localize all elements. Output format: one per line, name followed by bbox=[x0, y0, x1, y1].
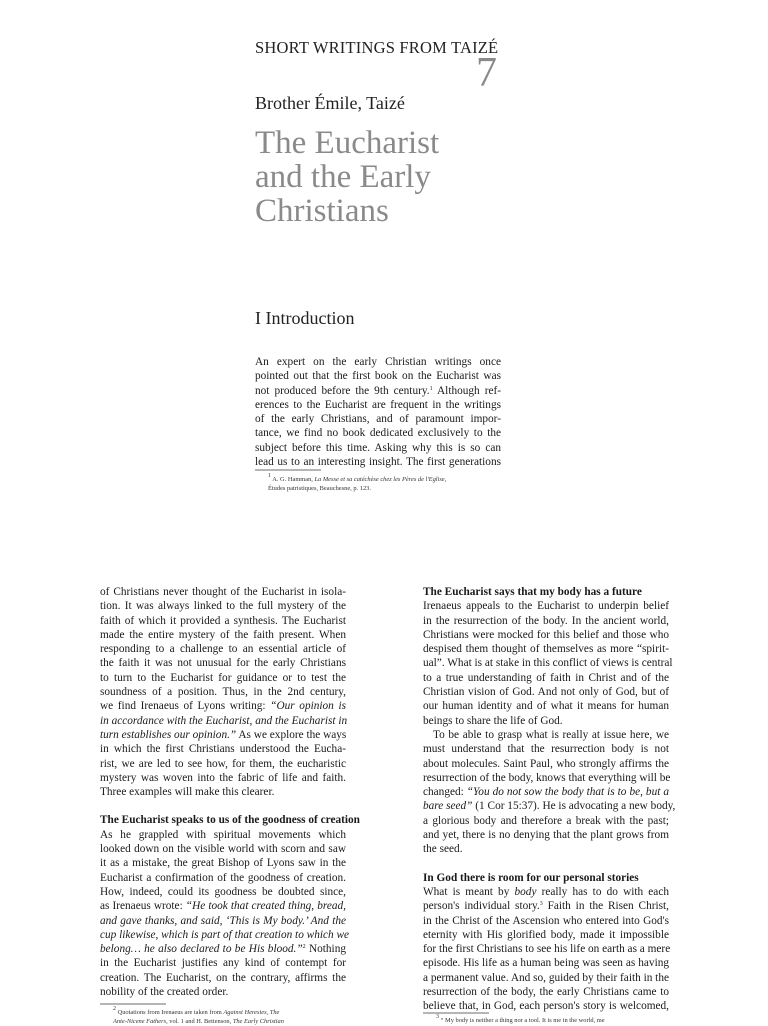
text-line: we find Irenaeus of Lyons writing: “Our opinion is bbox=[100, 700, 346, 713]
text-line: not produced before the 9th century.$^1$ Although ref- bbox=[255, 384, 502, 397]
author-line: Brother Émile, Taizé bbox=[255, 93, 405, 113]
text-line: for the first Christians to see his life on earth as a mere bbox=[423, 943, 671, 956]
text-line: and gave thanks, and said, ‘This is My body.’ And the bbox=[100, 914, 346, 927]
text-line: beings to share the life of God. bbox=[423, 714, 563, 727]
text-line: ual”. What is at stake in this conflict of views is central bbox=[423, 657, 673, 670]
text-line: must understand that the resurrection body is not bbox=[423, 743, 669, 756]
text-line: changed: “You do not sow the body that is to be, but a bbox=[423, 786, 669, 799]
left-column bbox=[100, 585, 360, 999]
text-line: An expert on the early Christian writings once bbox=[255, 356, 501, 368]
text-line: bare seed” (1 Cor 15:37). He is advocating a new body, bbox=[423, 800, 676, 813]
text-line: eternity with His glorified body, made it impossible bbox=[423, 928, 669, 941]
text-line: believe that, in God, each person's story is welcomed, bbox=[423, 1000, 669, 1013]
text-line: episode. His life as a human being was seen as having bbox=[423, 957, 669, 970]
footnote-2: $^2$ Quotations from Irenaeus are taken from Against Heresies, The Ante-Nicene Fathers, vol. 1 and H. Bettenson, The Early Christian bbox=[113, 1006, 284, 1025]
text-line: made the entire mystery of the faith present. When bbox=[100, 628, 346, 641]
text-line: tance, we find no book dedicated exclusively to the bbox=[255, 427, 501, 440]
document-title bbox=[255, 126, 555, 228]
text-line: turn establishes our opinion.” As we explore the ways bbox=[100, 728, 347, 741]
intro-paragraph bbox=[255, 355, 501, 469]
text-line: as Irenaeus wrote: “He took that created thing, bread, bbox=[100, 900, 346, 913]
footnote-ref: 3 bbox=[539, 901, 543, 908]
text-line: and yet, there is no denying that the plant grows from bbox=[423, 829, 669, 842]
text-line: Irenaeus appeals to the Eucharist to underpin belief bbox=[423, 600, 669, 613]
subheading-body-future: The Eucharist says that my body has a future bbox=[423, 586, 642, 598]
text-line: erences to the Eucharist are frequent in the writings bbox=[255, 398, 501, 411]
title-line: The Eucharist bbox=[255, 125, 440, 161]
text-line: nobility of the created order. bbox=[100, 986, 229, 999]
text-line: in the resurrection of the body. In the ancient world, bbox=[423, 614, 669, 627]
text-line: of Christians never thought of the Eucharist in isola- bbox=[100, 586, 346, 598]
footnote-rule bbox=[255, 469, 321, 471]
text-line: of the early Christians, and of paramount impor- bbox=[255, 413, 501, 426]
right-column bbox=[423, 585, 676, 1014]
text-line: creation. The Eucharist, on the contrary, affirms the bbox=[100, 971, 346, 984]
text-line: subject before this time. Asking why this is so can bbox=[255, 441, 501, 454]
series-title: SHORT WRITINGS FROM TAIZÉ bbox=[255, 38, 499, 57]
text-line: person's individual story.$^3$ Faith in the Risen Christ, bbox=[423, 900, 669, 913]
text-line: it as a mistake, the great Bishop of Lyons saw in the bbox=[100, 857, 346, 870]
text-line: in the Christ of the Ascension who entered into God's bbox=[423, 914, 669, 927]
text-line: Christians were mocked for this belief and those who bbox=[423, 628, 669, 641]
text-line: a permanent value. And so, guided by their faith in the bbox=[423, 971, 669, 984]
text-line: rist, we are led to see how, for them, the eucharistic bbox=[100, 757, 346, 770]
text-line: to turn to the Eucharist for guidance or to test the bbox=[100, 671, 346, 684]
footnote-3: $^3$ “ My body is neither a thing nor a tool. It is me in the world, me bbox=[436, 1014, 605, 1024]
text-line: Eucharist a confirmation of the goodness of creation. bbox=[100, 871, 346, 884]
footnote-ref: 1 bbox=[429, 385, 433, 392]
text-line: a glorious body and therefore a break with the past; bbox=[423, 814, 669, 827]
footnote-ref: 2 bbox=[302, 944, 306, 951]
text-line: What is meant by body really has to do with each bbox=[423, 885, 669, 898]
footnote-1: $^1$ A. G. Hamman, La Messe et sa catéchèse chez les Pères de l'Eglise, Études patristiques, Beauchesne, p. 123. bbox=[268, 473, 447, 492]
text-line: mystery was woven into the fabric of life and faith. bbox=[100, 771, 346, 784]
text-line: in the Eucharist justifies any kind of contempt for bbox=[100, 957, 346, 970]
text-line: faith of which it provided a synthesis. The Eucharist bbox=[100, 614, 346, 627]
text-line: about molecules. Saint Paul, who strongly affirms the bbox=[423, 757, 669, 770]
text-line: To be able to grasp what is really at issue here, we bbox=[433, 728, 669, 741]
text-line: As he grappled with spiritual movements which bbox=[100, 828, 346, 841]
text-line: our human identity and of what it means for human bbox=[423, 700, 669, 713]
text-line: despised them thought of themselves as more “spirit- bbox=[423, 643, 669, 656]
text-line: How, indeed, could its goodness be doubted since, bbox=[100, 885, 346, 898]
text-line: the faith it was not unusual for the early Christians bbox=[100, 657, 346, 670]
text-line: pointed out that the first book on the Eucharist was bbox=[255, 370, 501, 383]
text-line: looked down on the visible world with scorn and saw bbox=[100, 843, 346, 856]
text-line: to a true understanding of faith in Christ and of the bbox=[423, 671, 669, 684]
text-line: in accordance with the Eucharist, and the Eucharist in bbox=[100, 714, 348, 727]
text-line: soundness of a position. Thus, in the 2nd century, bbox=[100, 686, 346, 699]
text-line: responding to a challenge to an essential article of bbox=[100, 643, 346, 656]
section-heading: I Introduction bbox=[255, 308, 355, 328]
text-line: cup likewise, which is part of that creation to which we bbox=[100, 928, 350, 941]
text-line: resurrection of the body, knows that everything will be bbox=[423, 771, 671, 784]
text-line: Christian vision of God. And not only of God, but of bbox=[423, 686, 669, 699]
issue-number: 7 bbox=[476, 50, 497, 96]
text-line: belong… he also declared to be His blood.”$^2$ Nothing bbox=[100, 943, 346, 956]
title-line: Christians bbox=[255, 193, 389, 229]
subheading-creation: The Eucharist speaks to us of the goodness of creation bbox=[100, 814, 360, 827]
text-line: the seed. bbox=[423, 843, 463, 856]
text-line: resurrection of the body, the early Christians came to bbox=[423, 986, 669, 999]
footnote-rule bbox=[423, 1012, 489, 1014]
footnote-rule bbox=[100, 1003, 166, 1005]
text-line: tion. It was always linked to the full mystery of the bbox=[100, 600, 346, 613]
subheading-personal-stories: In God there is room for our personal stories bbox=[423, 871, 639, 884]
text-line: Three examples will make this clearer. bbox=[100, 786, 275, 799]
text-line: lead us to an interesting insight. The first generations bbox=[255, 456, 501, 469]
title-line: and the Early bbox=[255, 159, 431, 195]
text-line: in which the first Christians understood the Eucha- bbox=[100, 743, 346, 756]
